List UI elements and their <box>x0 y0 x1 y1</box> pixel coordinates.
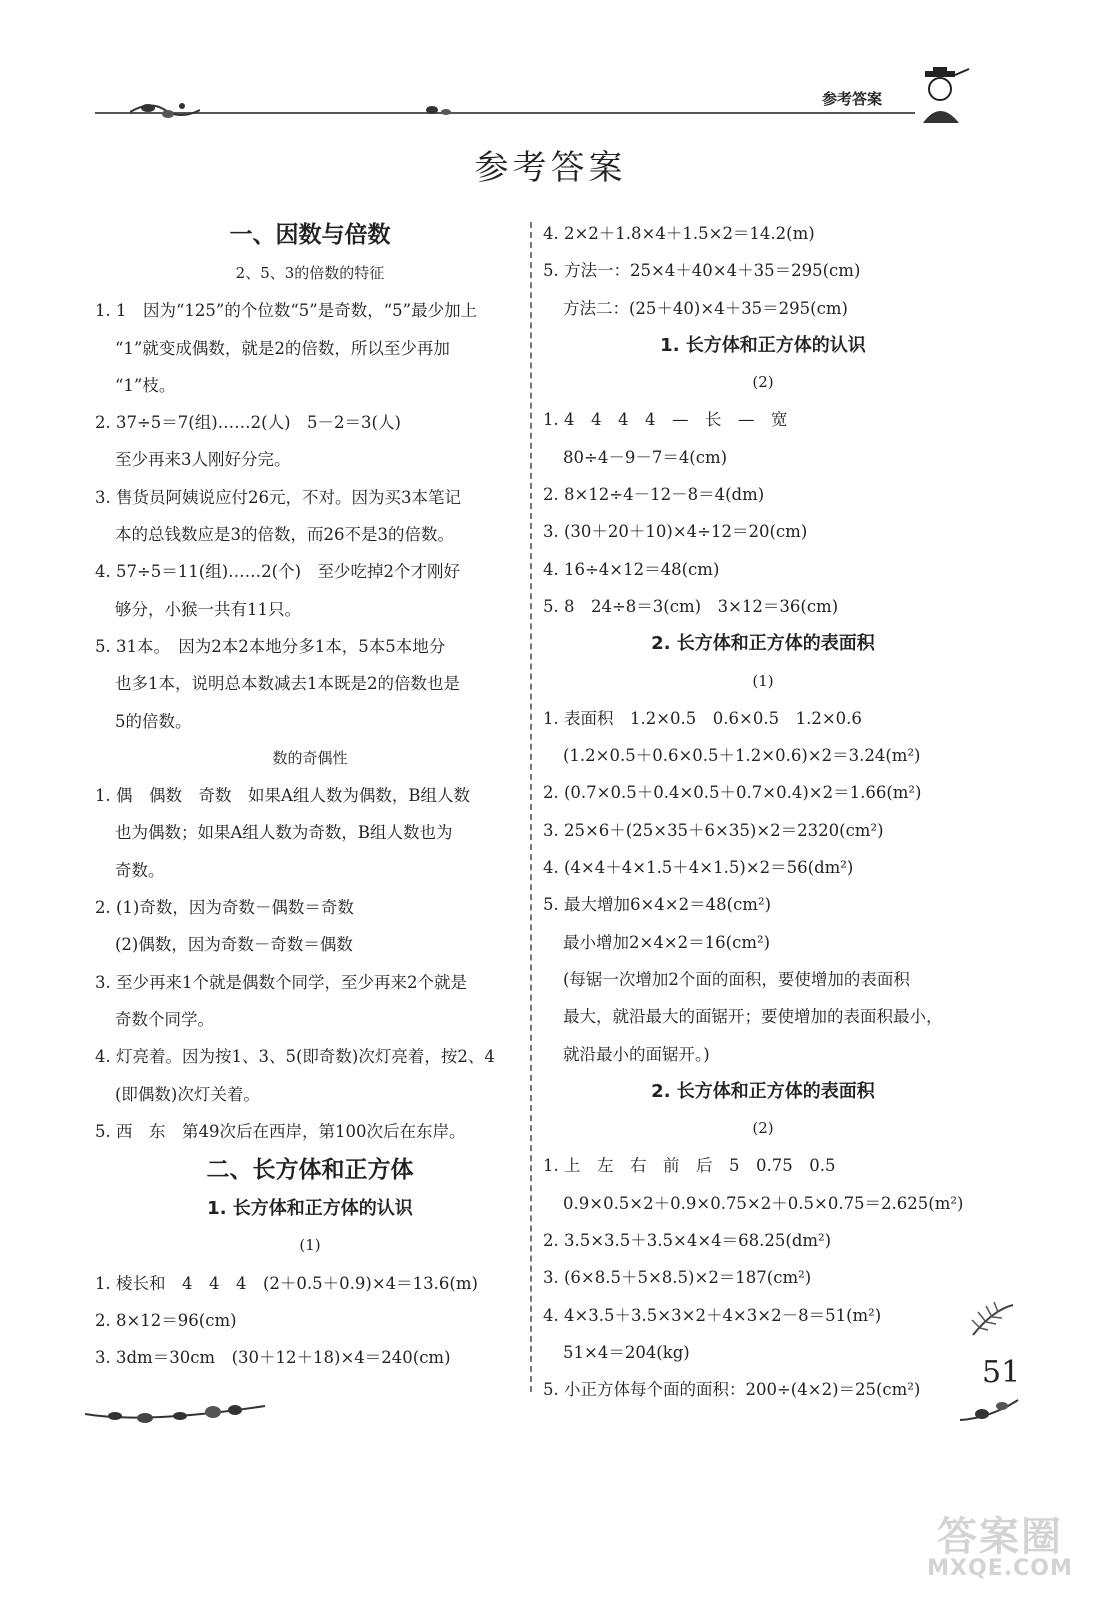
answer-continuation: 够分，小猴一共有11只。 <box>115 599 301 619</box>
answer-continuation: (1.2×0.5＋0.6×0.5＋1.2×0.6)×2＝3.24(m²) <box>563 746 921 766</box>
answer-continuation: “1”就变成偶数，就是2的倍数，所以至少再加 <box>115 338 450 358</box>
answer-line: 3. 至少再来1个就是偶数个同学，至少再来2个就是 <box>95 972 467 992</box>
answer-continuation: 方法二：(25＋40)×4＋35＝295(cm) <box>563 298 848 318</box>
right-column <box>543 215 983 1409</box>
header-rule <box>95 112 915 114</box>
answer-line: 4. 4×3.5＋3.5×3×2＋4×3×2－8＝51(m²) <box>543 1305 882 1325</box>
answer-line: 2. (1)奇数，因为奇数－偶数＝奇数 <box>95 898 354 918</box>
answer-line: 1. 上 左 右 前 后 5 0.75 0.5 <box>543 1156 836 1176</box>
answer-line: 1. 偶 偶数 奇数 如果A组人数为偶数，B组人数 <box>95 786 471 806</box>
answer-line: 3. 3dm＝30cm (30＋12＋18)×4＝240(cm) <box>95 1348 451 1368</box>
answer-line: 1. 4 4 4 4 — 长 — 宽 <box>543 410 788 430</box>
watermark-logo-text: 答案圈 <box>937 1514 1063 1560</box>
subsection-heading: 2. 长方体和正方体的表面积 <box>651 633 875 655</box>
leaf-ornament-icon <box>960 1390 1020 1430</box>
answer-line: 2. 37÷5＝7(组)……2(人) 5－2＝3(人) <box>95 413 401 433</box>
answer-continuation: 至少再来3人刚好分完。 <box>115 450 291 470</box>
vine-ornament-icon <box>85 1400 265 1430</box>
watermark-url: MXQE.COM <box>927 1556 1073 1581</box>
topic-heading: (2) <box>752 1119 774 1138</box>
page-number: 51 <box>982 1355 1021 1390</box>
answer-continuation: 最小增加2×4×2＝16(cm²) <box>563 932 771 952</box>
answer-line: 5. 31本。 因为2本2本地分多1本，5本5本地分 <box>95 636 446 656</box>
page-title: 参考答案 <box>474 148 627 188</box>
subsection-heading: 2. 长方体和正方体的表面积 <box>651 1080 875 1102</box>
answer-line: 1. 1 因为“125”的个位数“5”是奇数，“5”最少加上 <box>95 301 478 321</box>
subsection-heading: 1. 长方体和正方体的认识 <box>660 334 866 356</box>
answer-line: 5. 小正方体每个面的面积：200÷(4×2)＝25(cm²) <box>543 1380 921 1400</box>
answer-line: 4. (4×4＋4×1.5＋4×1.5)×2＝56(dm²) <box>543 858 854 878</box>
left-column <box>95 215 525 1377</box>
answer-line: 3. 售货员阿姨说应付26元，不对。因为买3本笔记 <box>95 487 461 507</box>
answer-line: 1. 表面积 1.2×0.5 0.6×0.5 1.2×0.6 <box>543 708 862 728</box>
topic-heading: (2) <box>752 373 774 392</box>
answer-continuation: 也为偶数；如果A组人数为奇数，B组人数也为 <box>115 823 453 843</box>
topic-heading: 数的奇偶性 <box>272 748 348 767</box>
answer-line: 1. 棱长和 4 4 4 (2＋0.5＋0.9)×4＝13.6(m) <box>95 1273 478 1293</box>
topic-heading: (1) <box>752 671 774 690</box>
answer-continuation: 奇数。 <box>115 860 165 880</box>
answer-line: 5. 西 东 第49次后在西岸，第100次后在东岸。 <box>95 1121 466 1141</box>
answer-line: 4. 57÷5＝11(组)……2(个) 至少吃掉2个才刚好 <box>95 562 461 582</box>
answer-line: 5. 最大增加6×4×2＝48(cm²) <box>543 895 772 915</box>
topic-heading: 2、5、3的倍数的特征 <box>235 264 385 282</box>
answer-line: 5. 8 24÷8＝3(cm) 3×12＝36(cm) <box>543 596 839 616</box>
section-heading: 二、长方体和正方体 <box>206 1157 414 1184</box>
answer-continuation: 最大，就沿最大的面锯开；要使增加的表面积最小， <box>563 1007 943 1027</box>
answer-continuation: 也多1本，说明总本数减去1本既是2的倍数也是 <box>115 674 460 694</box>
answer-line: 2. 8×12＝96(cm) <box>95 1311 237 1331</box>
answer-line: 4. 2×2＋1.8×4＋1.5×2＝14.2(m) <box>543 224 815 243</box>
leaf-ornament-icon <box>420 98 460 124</box>
fern-ornament-icon <box>968 1300 1018 1340</box>
scholar-figure-icon <box>905 65 975 125</box>
answer-line: 3. (6×8.5＋5×8.5)×2＝187(cm²) <box>543 1268 812 1288</box>
answer-continuation: 本的总钱数应是3的倍数，而26不是3的倍数。 <box>115 525 454 545</box>
answer-continuation: 51×4＝204(kg) <box>563 1342 690 1362</box>
watermark <box>900 1505 1100 1581</box>
answer-line: 2. (0.7×0.5＋0.4×0.5＋0.7×0.4)×2＝1.66(m²) <box>543 783 922 803</box>
answer-continuation: (即偶数)次灯关着。 <box>115 1084 260 1104</box>
answer-line: 3. 25×6＋(25×35＋6×35)×2＝2320(cm²) <box>543 820 884 840</box>
answer-continuation: (每锯一次增加2个面的面积，要使增加的表面积 <box>563 969 910 989</box>
answer-continuation: 5的倍数。 <box>115 711 192 731</box>
topic-heading: (1) <box>299 1236 321 1255</box>
column-divider <box>530 222 532 1392</box>
vine-ornament-icon <box>130 96 200 126</box>
answer-line: 2. 8×12÷4－12－8＝4(dm) <box>543 485 765 505</box>
answer-line: 3. (30＋20＋10)×4÷12＝20(cm) <box>543 522 808 542</box>
answer-line: 2. 3.5×3.5＋3.5×4×4＝68.25(dm²) <box>543 1231 832 1251</box>
answer-continuation: 奇数个同学。 <box>115 1009 214 1029</box>
section-heading: 一、因数与倍数 <box>229 222 391 248</box>
answer-continuation: 0.9×0.5×2＋0.9×0.75×2＋0.5×0.75＝2.625(m²) <box>563 1193 964 1213</box>
answer-continuation: 就沿最小的面锯开。) <box>563 1044 710 1064</box>
answer-continuation: 80÷4－9－7＝4(cm) <box>563 447 728 467</box>
answer-continuation: (2)偶数，因为奇数－奇数＝偶数 <box>115 935 353 955</box>
header-label: 参考答案 <box>822 90 883 108</box>
answer-line: 4. 灯亮着。因为按1、3、5(即奇数)次灯亮着，按2、4 <box>95 1047 495 1067</box>
answer-line: 4. 16÷4×12＝48(cm) <box>543 559 720 579</box>
answer-line: 5. 方法一：25×4＋40×4＋35＝295(cm) <box>543 261 861 281</box>
answer-continuation: “1”枝。 <box>115 375 176 395</box>
subsection-heading: 1. 长方体和正方体的认识 <box>207 1198 413 1220</box>
